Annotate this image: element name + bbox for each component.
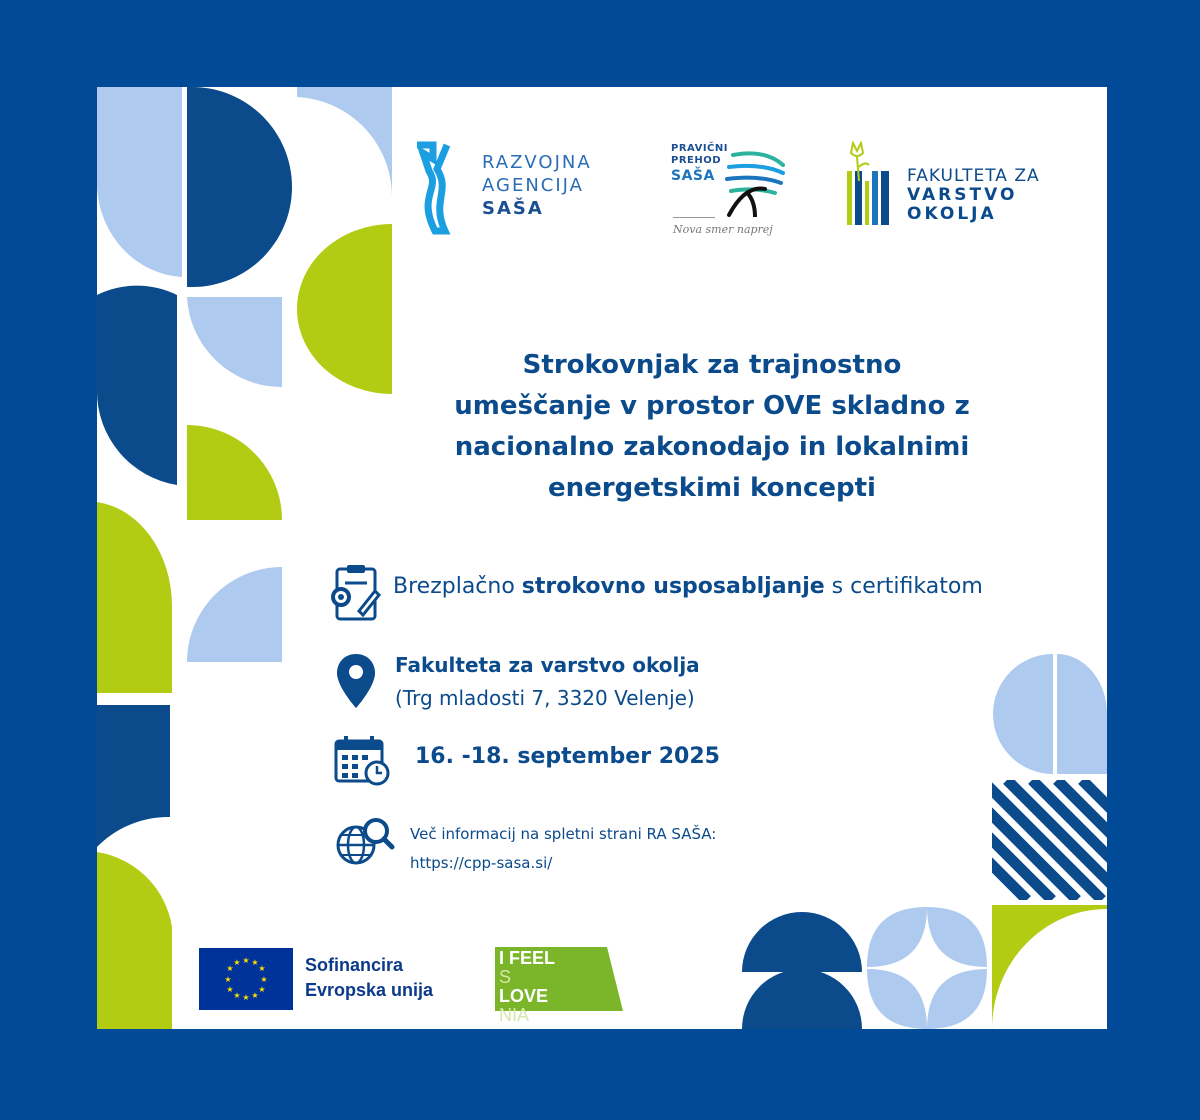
i-feel-slovenia-text: I FEEL S LOVE NIA (499, 948, 556, 1025)
svg-text:★: ★ (233, 958, 241, 967)
fvo-logo-text: FAKULTETA ZA VARSTVO OKOLJA (907, 166, 1040, 224)
svg-text:★: ★ (260, 975, 268, 984)
right-geometric-pattern (737, 647, 1107, 1029)
globe-search-icon (334, 817, 396, 869)
left-geometric-pattern (97, 87, 397, 1029)
fvo-logo-icon (847, 141, 897, 227)
ra-sasa-logo-text: RAZVOJNA AGENCIJA SAŠA (482, 152, 592, 219)
hands-logo-icon (725, 145, 787, 217)
svg-text:★: ★ (242, 956, 250, 965)
svg-text:★: ★ (224, 975, 232, 984)
location (395, 649, 700, 715)
more-info-text: Več informacij na spletni strani RA SAŠA: (410, 825, 717, 843)
clipboard-gear-icon (329, 563, 383, 623)
svg-text:★: ★ (242, 993, 250, 1002)
svg-text:★: ★ (258, 964, 266, 973)
map-pin-icon (335, 652, 377, 710)
eu-cofunding-text: Sofinancira Evropska unija (305, 955, 434, 1000)
more-info (410, 820, 716, 878)
svg-text:★: ★ (251, 991, 259, 1000)
event-date: 16. -18. september 2025 (415, 744, 720, 769)
pravicni-prehod-logo-text: PRAVIČNI PREHOD SAŠA (671, 143, 728, 184)
svg-text:★: ★ (251, 958, 259, 967)
location-name: Fakulteta za varstvo okolja (395, 653, 700, 677)
location-address: (Trg mladosti 7, 3320 Velenje) (395, 686, 695, 710)
svg-text:★: ★ (233, 991, 241, 1000)
website-link[interactable]: https://cpp-sasa.si/ (410, 854, 553, 872)
course-title: Strokovnjak za trajnostno umeščanje v prostor OVE skladno z nacionalno zakonodajo in lokalnimi energetskimi koncepti (454, 350, 970, 503)
pravicni-prehod-tagline: Nova smer naprej (673, 223, 773, 236)
svg-text:★: ★ (226, 985, 234, 994)
svg-text:★: ★ (226, 964, 234, 973)
training-text: Brezplačno strokovno usposabljanje s certifikatom (393, 574, 983, 599)
eu-flag-icon (199, 948, 293, 1010)
poster-card (97, 87, 1107, 1029)
logo-divider (673, 217, 715, 218)
ra-sasa-logo-icon (415, 141, 455, 235)
calendar-clock-icon (334, 735, 392, 787)
svg-text:★: ★ (258, 985, 266, 994)
